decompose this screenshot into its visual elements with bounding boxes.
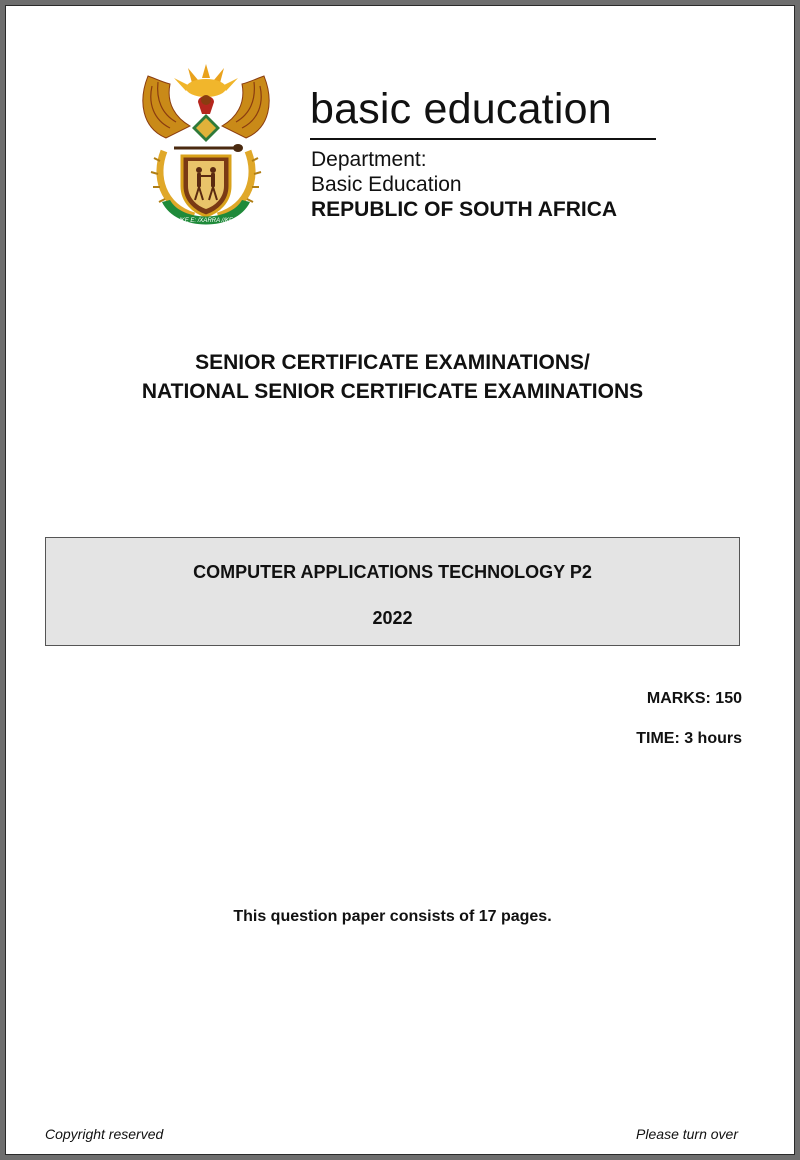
time-allowed: TIME: 3 hours <box>636 730 742 747</box>
footer-copyright: Copyright reserved <box>45 1126 164 1142</box>
department-label: Department: <box>311 148 427 171</box>
subject-box <box>45 537 740 646</box>
country-name: REPUBLIC OF SOUTH AFRICA <box>311 198 618 221</box>
page-count-note: This question paper consists of 17 pages. <box>233 908 552 925</box>
department-name: Basic Education <box>311 173 462 196</box>
subject-title: COMPUTER APPLICATIONS TECHNOLOGY P2 <box>193 562 592 582</box>
motto-text: !KE E: /XARRA //KE <box>179 218 233 224</box>
brand-divider <box>310 138 656 140</box>
exam-year: 2022 <box>372 608 413 628</box>
marks-total: MARKS: 150 <box>646 690 742 707</box>
exam-title-line1: SENIOR CERTIFICATE EXAMINATIONS/ <box>195 351 590 374</box>
exam-title-line2: NATIONAL SENIOR CERTIFICATE EXAMINATIONS <box>141 380 644 403</box>
sun-rays <box>174 64 238 97</box>
footer-turn-over: Please turn over <box>636 1126 738 1142</box>
south-africa-coat-of-arms-icon <box>136 56 276 236</box>
brand-title: basic education <box>310 85 612 133</box>
